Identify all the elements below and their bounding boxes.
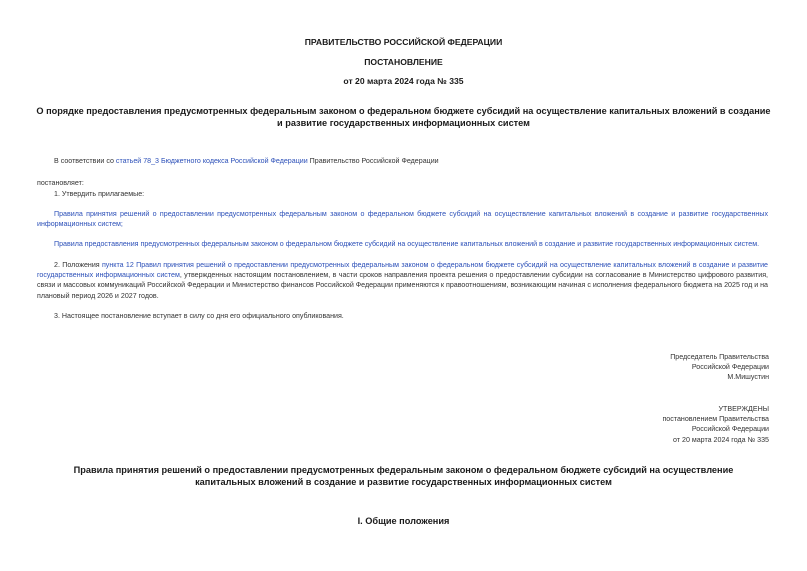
approved-by: постановлением Правительства [662, 415, 769, 424]
budget-code-link[interactable]: статьей 78_3 Бюджетного кодекса Российской Федерации [115, 157, 308, 165]
section-1-heading: I. Общие положения [357, 516, 450, 526]
item-2-suffix: , утвержденных настоящим постановлением, в части сроков направления проекта решения о предоставлении субсидии на согласование в Министерство цифрового развития, связи и массовых коммуникаций Российской Федерации и Министерство финансов Российской Федерации применяются к правоотношениям, возникающим начиная с исполнения федерального бюджета на 2025 год и на плановый период 2026 и 2027 годов. [37, 271, 769, 300]
signature-name: М.Мишустин [727, 373, 769, 382]
rules-provision-link[interactable]: Правила предоставления предусмотренных федеральным законом о федеральном бюджете субсидий на осуществление капитальных вложений в создание и развитие государственных информационных систем. [54, 240, 760, 248]
point-12-link[interactable]: пункта 12 Правил принятия решений о предоставлении предусмотренных федеральным законом о федеральном бюджете субсидий на осуществление капитальных вложений в создание и развитие государственных информационных систем [37, 261, 768, 280]
document-title: О порядке предоставления предусмотренных федеральным законом о федеральном бюджете субсидий на осуществление капитальных вложений в создание и развитие государственных информационных систем [36, 106, 771, 128]
signature-position: Председатель Правительства [670, 353, 769, 361]
item-2-paragraph [37, 260, 768, 301]
rules-decisions-link[interactable]: Правила принятия решений о предоставлении предусмотренных федеральным законом о федеральном бюджете субсидий на осуществление капитальных вложений в создание и развитие государственных информационных систем; [37, 210, 768, 229]
government-heading: ПРАВИТЕЛЬСТВО РОССИЙСКОЙ ФЕДЕРАЦИИ [304, 37, 503, 47]
intro-suffix: Правительство Российской Федерации [307, 157, 439, 165]
document-type: ПОСТАНОВЛЕНИЕ [364, 57, 443, 67]
approved-label: УТВЕРЖДЕНЫ [718, 405, 769, 413]
item-2-prefix: 2. Положения [54, 261, 102, 269]
approved-date-number: от 20 марта 2024 года № 335 [672, 435, 769, 444]
approval-stamp [662, 404, 769, 445]
item-3-text: 3. Настоящее постановление вступает в силу со дня его официального опубликования. [54, 312, 344, 320]
intro-prefix: В соответствии со [54, 157, 116, 165]
rules-title: Правила принятия решений о предоставлении предусмотренных федеральным законом о федеральном бюджете субсидий на осуществление капитальных вложений в создание и развитие государственных информационных систем [73, 465, 734, 487]
decides-text: постановляет: [37, 179, 84, 187]
item-1-text: 1. Утвердить прилагаемые: [54, 190, 145, 198]
approved-country: Российской Федерации [691, 425, 769, 434]
intro-paragraph [54, 156, 769, 166]
signature-country: Российской Федерации [691, 363, 769, 372]
signature-block [670, 352, 769, 383]
document-date-number: от 20 марта 2024 года № 335 [343, 76, 464, 86]
